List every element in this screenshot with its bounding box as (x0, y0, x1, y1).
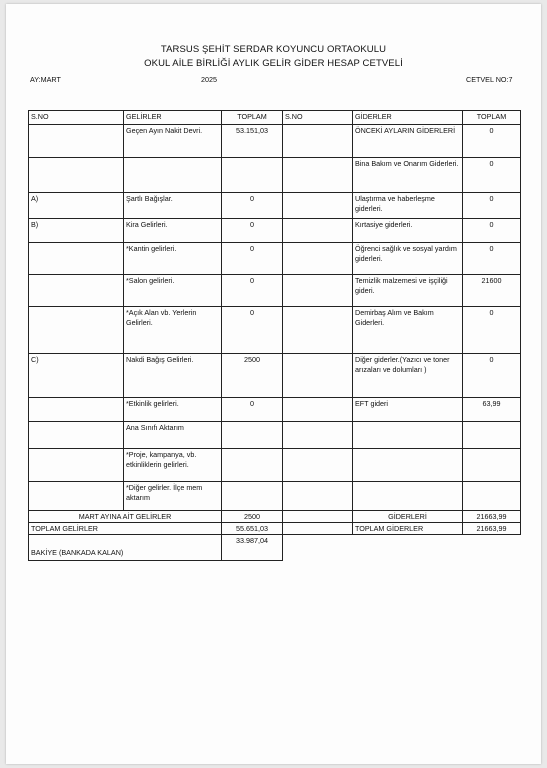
row-gelir-toplam (222, 481, 283, 510)
ledger-row (29, 481, 521, 510)
row-gider-toplam (463, 448, 521, 481)
ledger-table (28, 110, 521, 561)
month-expense-value: 21663,99 (463, 510, 521, 522)
ledger-row (29, 242, 521, 274)
header-row (29, 111, 521, 125)
total-income-label: TOPLAM GELİRLER (29, 522, 222, 534)
row-gelir-toplam: 0 (222, 306, 283, 353)
row-sno (29, 481, 124, 510)
row-sno-right (283, 274, 353, 306)
row-gider-label: Kırtasiye giderleri. (353, 218, 463, 242)
row-sno (29, 124, 124, 157)
total-income-value: 55.651,03 (222, 522, 283, 534)
row-gider-toplam (463, 481, 521, 510)
year-label: 2025 (201, 75, 217, 84)
ledger-row (29, 157, 521, 192)
row-gider-toplam: 0 (463, 124, 521, 157)
row-gelir-label (124, 157, 222, 192)
ledger-row (29, 421, 521, 448)
row-sno: A) (29, 192, 124, 218)
row-gider-toplam: 0 (463, 242, 521, 274)
row-sno-right (283, 157, 353, 192)
row-gider-toplam: 0 (463, 218, 521, 242)
row-gider-label: Diğer giderler.(Yazıcı ve toner arızaları ve dolumları ) (353, 353, 463, 397)
header-sno-left: S.NO (29, 111, 124, 125)
row-gelir-toplam: 0 (222, 192, 283, 218)
balance-row (29, 534, 521, 560)
row-gelir-label: *Diğer gelirler. İlçe mem aktarım (124, 481, 222, 510)
cetvel-number: CETVEL NO:7 (466, 75, 513, 84)
ledger-row (29, 124, 521, 157)
report-title: OKUL AİLE BİRLİĞİ AYLIK GELİR GİDER HESAP CETVELİ (144, 58, 403, 69)
row-sno: B) (29, 218, 124, 242)
row-gelir-toplam (222, 421, 283, 448)
school-name: TARSUS ŞEHİT SERDAR KOYUNCU ORTAOKULU (160, 44, 387, 55)
row-gider-toplam: 21600 (463, 274, 521, 306)
balance-empty-1 (283, 534, 353, 560)
total-expense-spacer (283, 522, 353, 534)
month-income-label: MART AYINA AİT GELİRLER (29, 510, 222, 522)
row-gelir-label: *Salon gelirleri. (124, 274, 222, 306)
row-gelir-label: Nakdi Bağış Gelirleri. (124, 353, 222, 397)
row-gider-label (353, 481, 463, 510)
row-gelir-toplam: 0 (222, 397, 283, 421)
ledger-row (29, 192, 521, 218)
row-gelir-toplam (222, 448, 283, 481)
row-gider-label: Ulaştırma ve haberleşme giderleri. (353, 192, 463, 218)
row-gider-label: Bina Bakım ve Onarım Giderleri. (353, 157, 463, 192)
row-gider-label (353, 448, 463, 481)
grand-totals-row (29, 522, 521, 534)
row-gider-label: Demirbaş Alım ve Bakım Giderleri. (353, 306, 463, 353)
ledger-row (29, 274, 521, 306)
row-sno-right (283, 353, 353, 397)
balance-empty-2 (353, 534, 463, 560)
header-gelirler: GELİRLER (124, 111, 222, 125)
row-gelir-toplam: 53.151,03 (222, 124, 283, 157)
ledger-row (29, 448, 521, 481)
row-sno-right (283, 481, 353, 510)
row-gelir-label: *Açık Alan vb. Yerlerin Gelirleri. (124, 306, 222, 353)
row-gider-label (353, 421, 463, 448)
header-sno-right: S.NO (283, 111, 353, 125)
row-gelir-toplam: 2500 (222, 353, 283, 397)
row-gider-toplam (463, 421, 521, 448)
balance-value: 33.987,04 (222, 534, 283, 560)
row-sno (29, 274, 124, 306)
row-gelir-toplam: 0 (222, 218, 283, 242)
row-sno-right (283, 397, 353, 421)
row-sno (29, 397, 124, 421)
row-gelir-toplam: 0 (222, 242, 283, 274)
row-gider-toplam: 0 (463, 353, 521, 397)
row-sno-right (283, 218, 353, 242)
row-gelir-label: Kira Gelirleri. (124, 218, 222, 242)
month-expense-spacer (283, 510, 353, 522)
row-sno-right (283, 124, 353, 157)
row-gelir-label: *Etkinlik gelirleri. (124, 397, 222, 421)
month-income-value: 2500 (222, 510, 283, 522)
row-gider-label: Öğrenci sağlık ve sosyal yardım giderleri. (353, 242, 463, 274)
total-expense-label: TOPLAM GİDERLER (353, 522, 463, 534)
balance-label: BAKİYE (BANKADA KALAN) (29, 534, 222, 560)
row-gelir-label: Ana Sınıfı Aktarım (124, 421, 222, 448)
row-gider-label: EFT gideri (353, 397, 463, 421)
row-gider-toplam: 0 (463, 306, 521, 353)
header-toplam-left: TOPLAM (222, 111, 283, 125)
row-gelir-toplam (222, 157, 283, 192)
row-gelir-label: *Proje, kampanya, vb. etkinliklerin gelirleri. (124, 448, 222, 481)
ledger-row (29, 397, 521, 421)
row-gider-toplam: 0 (463, 157, 521, 192)
row-sno-right (283, 242, 353, 274)
row-sno-right (283, 421, 353, 448)
row-gelir-label: Şartlı Bağışlar. (124, 192, 222, 218)
month-totals-row (29, 510, 521, 522)
row-sno (29, 242, 124, 274)
balance-empty-3 (463, 534, 521, 560)
row-gelir-label: Geçen Ayın Nakit Devri. (124, 124, 222, 157)
ledger-row (29, 353, 521, 397)
row-sno-right (283, 448, 353, 481)
month-expense-label: GİDERLERİ (353, 510, 463, 522)
header-giderler: GİDERLER (353, 111, 463, 125)
row-sno (29, 448, 124, 481)
row-sno-right (283, 192, 353, 218)
row-sno-right (283, 306, 353, 353)
row-sno (29, 306, 124, 353)
total-expense-value: 21663,99 (463, 522, 521, 534)
row-gider-label: Temizlik malzemesi ve işçiliği gideri. (353, 274, 463, 306)
row-sno (29, 421, 124, 448)
row-gelir-toplam: 0 (222, 274, 283, 306)
row-gider-label: ÖNCEKİ AYLARIN GİDERLERİ (353, 124, 463, 157)
row-sno (29, 157, 124, 192)
row-gider-toplam: 0 (463, 192, 521, 218)
header-toplam-right: TOPLAM (463, 111, 521, 125)
row-gider-toplam: 63,99 (463, 397, 521, 421)
row-gelir-label: *Kantin gelirleri. (124, 242, 222, 274)
ledger-row (29, 306, 521, 353)
ledger-row (29, 218, 521, 242)
row-sno: C) (29, 353, 124, 397)
month-label: AY:MART (30, 75, 61, 84)
